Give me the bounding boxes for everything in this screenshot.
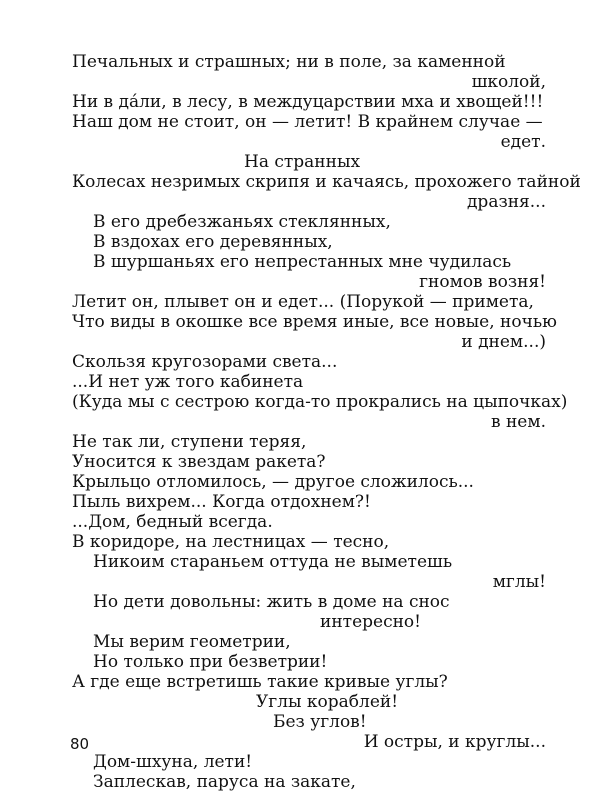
poem-line: Углы кораблей! bbox=[256, 692, 399, 712]
poem-line: Что виды в окошке все время иные, все новые, ночью bbox=[72, 312, 557, 332]
poem-line: Печальных и страшных; ни в поле, за каменной bbox=[72, 52, 506, 72]
poem-line: В шуршаньях его непрестанных мне чудилась bbox=[93, 252, 512, 272]
poem-line: мглы! bbox=[492, 572, 546, 592]
poem-line: ...Дом, бедный всегда. bbox=[72, 512, 273, 532]
poem-line: Крыльцо отломилось, — другое сложилось... bbox=[72, 472, 474, 492]
poem-line: едет. bbox=[500, 132, 546, 152]
poem-line: Пыль вихрем... Когда отдохнем?! bbox=[72, 492, 371, 512]
poem-line: Летит он, плывет он и едет... (Порукой — примета, bbox=[72, 292, 534, 312]
poem-line: Наш дом не стоит, он — летит! В крайнем случае — bbox=[72, 112, 543, 132]
poem-line: Но только при безветрии! bbox=[93, 652, 328, 672]
poem-line: (Куда мы с сестрою когда-то прокрались на цыпочках) bbox=[72, 392, 568, 412]
poem-line: В его дребезжаньях стеклянных, bbox=[93, 212, 391, 232]
poem-line: И остры, и круглы... bbox=[363, 732, 546, 752]
poem-line: В коридоре, на лестницах — тесно, bbox=[72, 532, 390, 552]
poem-line: в нем. bbox=[491, 412, 546, 432]
poem-line: Без углов! bbox=[273, 712, 367, 732]
poem-line: Не так ли, ступени теряя, bbox=[72, 432, 307, 452]
poem-line: ...И нет уж того кабинета bbox=[72, 372, 304, 392]
poem-line: и днем...) bbox=[461, 332, 546, 352]
poem-line: интересно! bbox=[320, 612, 421, 632]
poem-line: Скользя кругозорами света... bbox=[72, 352, 338, 372]
poem-line: А где еще встретишь такие кривые углы? bbox=[72, 672, 448, 692]
poem-line: дразня... bbox=[466, 192, 546, 212]
poem-line: школой, bbox=[471, 72, 546, 92]
poem-line: гномов возня! bbox=[419, 272, 546, 292]
poem-line: Никоим стараньем оттуда не выметешь bbox=[93, 552, 453, 572]
poem-line: На странных bbox=[244, 152, 361, 172]
page-number: 80 bbox=[70, 735, 90, 753]
poem-line: Ни в да́ли, в лесу, в междуцарствии мха и хвощей!!! bbox=[72, 92, 544, 112]
poem-line: Заплескав, паруса на закате, bbox=[93, 772, 356, 792]
poem-line: В вздохах его деревянных, bbox=[93, 232, 333, 252]
poem-line: Дом-шхуна, лети! bbox=[93, 752, 253, 772]
poem-line: Колесах незримых скрипя и качаясь, прохожего тайной bbox=[72, 172, 581, 192]
poem-line: Уносится к звездам ракета? bbox=[72, 452, 326, 472]
poem-line: Мы верим геометрии, bbox=[93, 632, 291, 652]
poem-line: Но дети довольны: жить в доме на снос bbox=[93, 592, 450, 612]
